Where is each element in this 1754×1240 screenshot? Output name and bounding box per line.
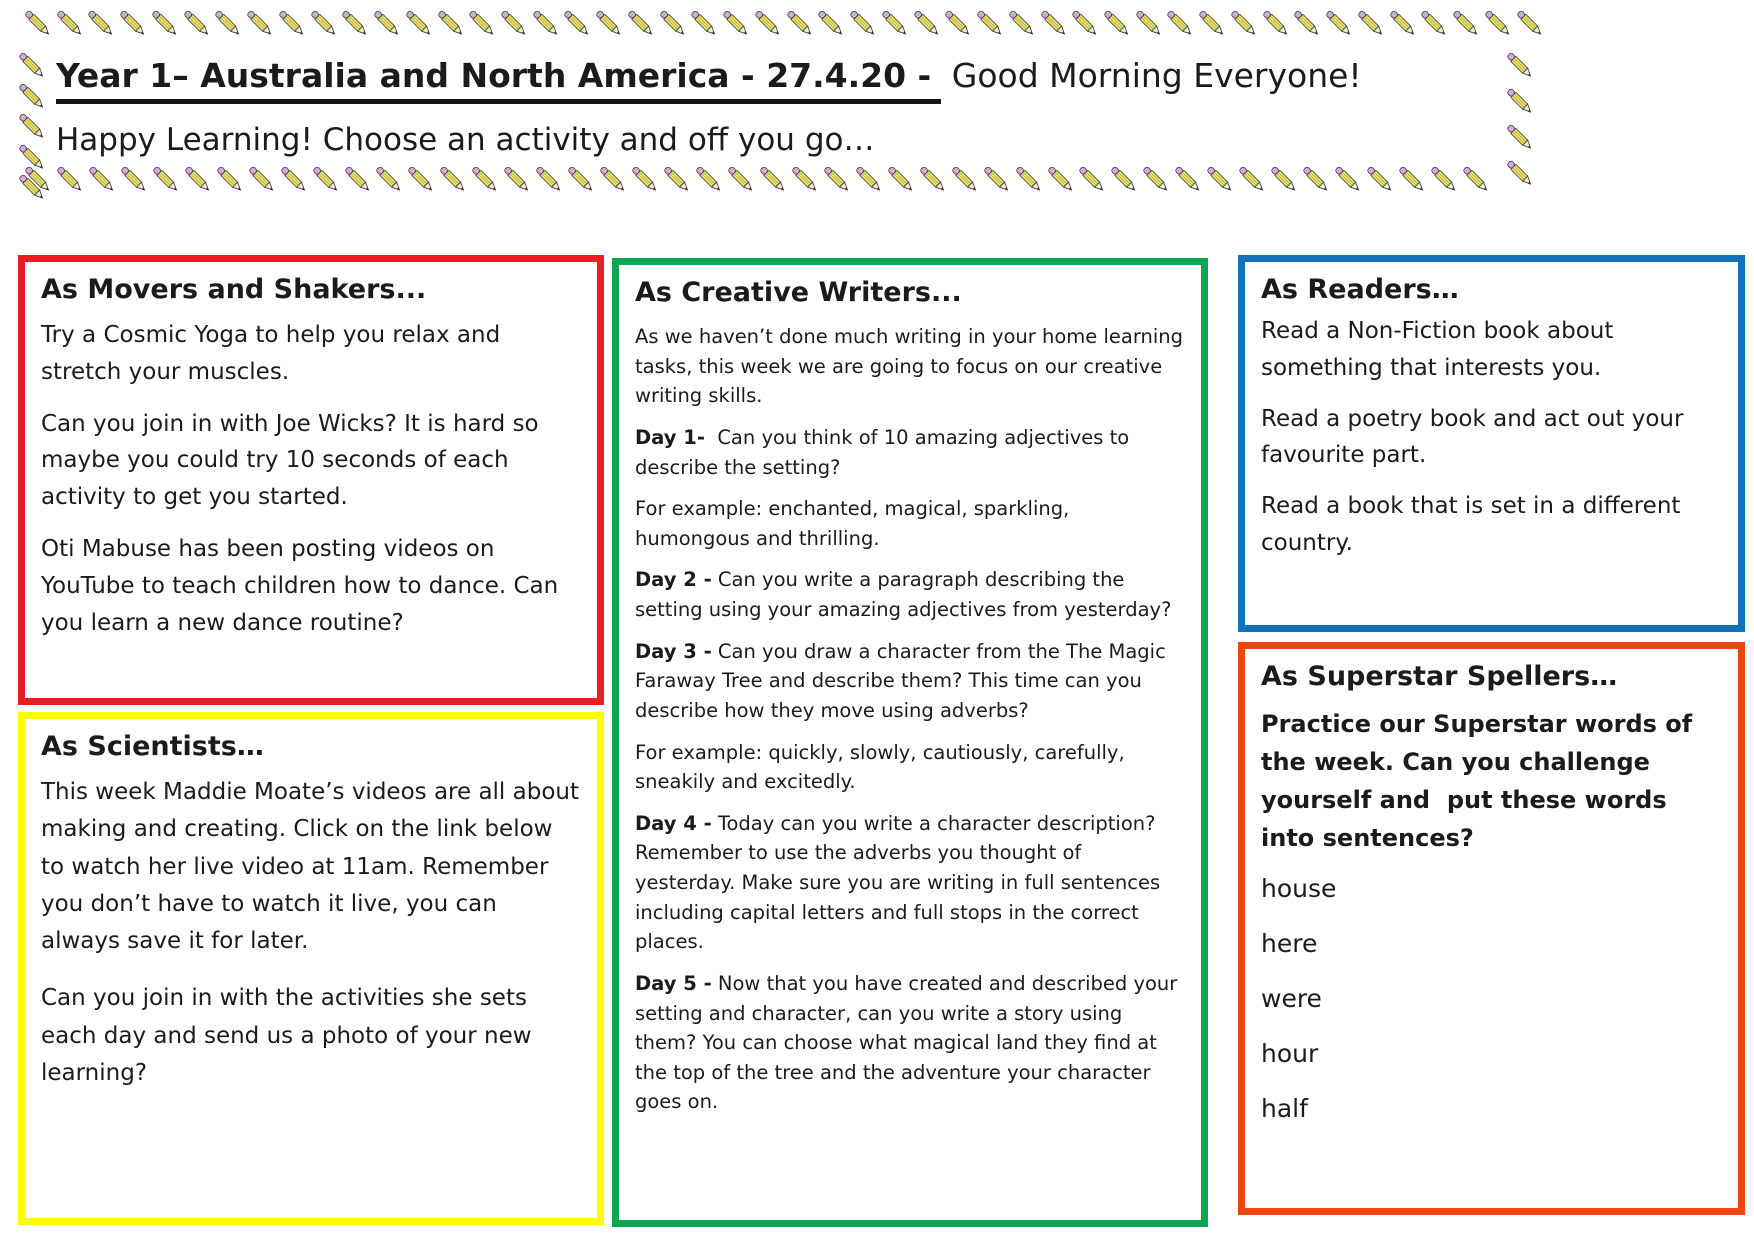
pencil-icon xyxy=(1325,10,1355,40)
pencil-icon xyxy=(1357,10,1387,40)
pencil-icon xyxy=(183,10,213,40)
pencil-icon xyxy=(87,10,117,40)
pencil-icon xyxy=(88,166,118,196)
day-label: Day 5 - xyxy=(635,971,712,995)
pencil-icon xyxy=(1506,160,1536,190)
pencil-icon xyxy=(1008,10,1038,40)
pencil-icon xyxy=(1420,10,1450,40)
pencil-icon xyxy=(1078,166,1108,196)
pencil-icon xyxy=(919,166,949,196)
pencil-icon xyxy=(563,10,593,40)
spelling-word: were xyxy=(1261,983,1322,1013)
pencil-icon xyxy=(246,10,276,40)
pencil-icon xyxy=(1047,166,1077,196)
pencil-icon xyxy=(437,10,467,40)
movers-and-shakers-box xyxy=(18,255,604,705)
pencil-icon xyxy=(823,166,853,196)
pencil-icon xyxy=(1262,10,1292,40)
pencil-icon xyxy=(1270,166,1300,196)
pencil-icon xyxy=(18,113,48,143)
day-label: Day 1- xyxy=(635,425,705,449)
pencil-icon xyxy=(663,166,693,196)
day-text: Can you write a paragraph describing the setting using your amazing adjectives from yesterday? xyxy=(635,568,1172,621)
scientists-title: As Scientists… xyxy=(41,731,264,762)
pencil-icon xyxy=(1230,10,1260,40)
pencil-icon xyxy=(627,10,657,40)
pencil-icon xyxy=(468,10,498,40)
movers-paragraphs xyxy=(41,317,581,641)
paragraph: Can you join in with the activities she sets each day and send us a photo of your new learning? xyxy=(41,985,539,1086)
day-text: Today can you write a character description? Remember to use the adverbs you thought of yesterday. Make sure you are writing in full sentences including capital letters and full stops in the correct places. xyxy=(635,811,1167,954)
pencil-icon xyxy=(1302,166,1332,196)
pencil-icon xyxy=(913,10,943,40)
pencil-icon xyxy=(727,166,757,196)
pencil-icon xyxy=(754,10,784,40)
paragraph xyxy=(635,738,1185,797)
paragraph xyxy=(635,809,1185,957)
pencil-icon xyxy=(976,10,1006,40)
pencil-icon xyxy=(18,174,48,204)
pencil-icon xyxy=(1516,10,1546,40)
pencil-icon xyxy=(817,10,847,40)
pencil-border-left xyxy=(18,52,52,204)
pencil-icon xyxy=(120,166,150,196)
pencil-icon xyxy=(1238,166,1268,196)
day-text: For example: quickly, slowly, cautiously, carefully, sneakily and excitedly. xyxy=(635,740,1131,794)
pencil-icon xyxy=(695,166,725,196)
pencil-icon xyxy=(690,10,720,40)
pencil-icon xyxy=(1071,10,1101,40)
pencil-icon xyxy=(1110,166,1140,196)
pencil-icon xyxy=(1206,166,1236,196)
pencil-icon xyxy=(1430,166,1460,196)
pencil-icon xyxy=(341,10,371,40)
pencil-icon xyxy=(1366,166,1396,196)
pencil-icon xyxy=(786,10,816,40)
day-text: Can you draw a character from the The Magic Faraway Tree and describe them? This time can you describe how they move using adverbs? xyxy=(635,639,1173,722)
pencil-icon xyxy=(375,166,405,196)
pencil-icon xyxy=(1484,10,1514,40)
readers-box xyxy=(1238,255,1745,632)
page-title-greeting: Good Morning Everyone! xyxy=(941,56,1362,95)
paragraph xyxy=(635,494,1185,553)
pencil-icon xyxy=(248,166,278,196)
day-label: Day 3 - xyxy=(635,639,712,663)
pencil-icon xyxy=(1040,10,1070,40)
pencil-border-right xyxy=(1506,52,1540,190)
pencil-icon xyxy=(1015,166,1045,196)
pencil-icon xyxy=(1166,10,1196,40)
pencil-icon xyxy=(119,10,149,40)
pencil-icon xyxy=(1452,10,1482,40)
pencil-border-bottom xyxy=(24,166,1492,212)
pencil-icon xyxy=(532,10,562,40)
pencil-icon xyxy=(24,10,54,40)
pencil-icon xyxy=(18,52,48,82)
paragraph: Read a poetry book and act out your favourite part. xyxy=(1261,405,1691,469)
pencil-icon xyxy=(344,166,374,196)
day-text: As we haven’t done much writing in your home learning tasks, this week we are going to focus on our creative writing skills. xyxy=(635,325,1190,408)
pencil-icon xyxy=(1142,166,1172,196)
spelling-word: half xyxy=(1261,1093,1308,1123)
paragraph: This week Maddie Moate’s videos are all about making and creating. Click on the link below to watch her live video at 11am. Remember you don’t have to watch it live, you can always save it for later. xyxy=(41,779,587,954)
pencil-icon xyxy=(278,10,308,40)
pencil-icon xyxy=(56,10,86,40)
pencil-icon xyxy=(151,10,181,40)
pencil-icon xyxy=(849,10,879,40)
pencil-icon xyxy=(951,166,981,196)
pencil-icon xyxy=(405,10,435,40)
spellers-title: As Superstar Spellers… xyxy=(1261,661,1618,692)
paragraph: Try a Cosmic Yoga to help you relax and stretch your muscles. xyxy=(41,322,508,385)
paragraph xyxy=(635,423,1185,482)
pencil-icon xyxy=(595,10,625,40)
day-text: Now that you have created and described your setting and character, can you write a story using them? You can choose what magical land they find at the top of the tree and the adventure your character goes on. xyxy=(635,971,1184,1114)
readers-title: As Readers… xyxy=(1261,274,1459,305)
page-title xyxy=(56,56,1362,95)
spelling-word: house xyxy=(1261,873,1337,903)
pencil-icon xyxy=(312,166,342,196)
pencil-icon xyxy=(983,166,1013,196)
pencil-icon xyxy=(535,166,565,196)
pencil-icon xyxy=(567,166,597,196)
page-title-bold: Year 1– Australia and North America - 27.4.20 - xyxy=(56,56,941,104)
writers-paragraphs xyxy=(635,322,1190,1117)
day-label: Day 2 - xyxy=(635,568,712,592)
pencil-icon xyxy=(216,166,246,196)
pencil-icon xyxy=(471,166,501,196)
pencil-icon xyxy=(881,10,911,40)
pencil-icon xyxy=(407,166,437,196)
pencil-icon xyxy=(791,166,821,196)
pencil-icon xyxy=(280,166,310,196)
creative-writers-box xyxy=(612,258,1208,1227)
scientists-box xyxy=(18,712,604,1225)
pencil-border-top xyxy=(24,10,1546,56)
pencil-icon xyxy=(373,10,403,40)
pencil-icon xyxy=(1506,88,1536,118)
pencil-icon xyxy=(631,166,661,196)
pencil-icon xyxy=(18,144,48,174)
day-label: Day 4 - xyxy=(635,811,712,835)
spelling-word: hour xyxy=(1261,1038,1319,1068)
pencil-icon xyxy=(1506,52,1536,82)
paragraph xyxy=(635,565,1185,624)
pencil-icon xyxy=(1334,166,1364,196)
pencil-icon xyxy=(184,166,214,196)
pencil-icon xyxy=(152,166,182,196)
pencil-icon xyxy=(503,166,533,196)
pencil-icon xyxy=(1293,10,1323,40)
pencil-icon xyxy=(1198,10,1228,40)
day-text: Can you think of 10 amazing adjectives to describe the setting? xyxy=(635,425,1136,479)
pencil-icon xyxy=(1135,10,1165,40)
movers-title: As Movers and Shakers... xyxy=(41,274,427,305)
pencil-icon xyxy=(599,166,629,196)
pencil-icon xyxy=(1103,10,1133,40)
page-subtitle: Happy Learning! Choose an activity and off you go… xyxy=(56,122,875,158)
spelling-word-list xyxy=(1261,874,1722,1124)
pencil-icon xyxy=(439,166,469,196)
paragraph: Can you join in with Joe Wicks? It is hard so maybe you could try 10 seconds of each activity to get you started. xyxy=(41,410,546,511)
pencil-icon xyxy=(214,10,244,40)
pencil-icon xyxy=(759,166,789,196)
pencil-icon xyxy=(18,83,48,113)
readers-paragraphs xyxy=(1261,313,1722,562)
pencil-icon xyxy=(944,10,974,40)
pencil-icon xyxy=(722,10,752,40)
pencil-icon xyxy=(1506,124,1536,154)
paragraph xyxy=(635,322,1190,411)
day-text: For example: enchanted, magical, sparkling, humongous and thrilling. xyxy=(635,497,1076,550)
pencil-icon xyxy=(1389,10,1419,40)
pencil-icon xyxy=(310,10,340,40)
pencil-icon xyxy=(855,166,885,196)
paragraph: Read a Non-Fiction book about something that interests you. xyxy=(1261,318,1621,381)
spelling-word: here xyxy=(1261,928,1318,958)
pencil-icon xyxy=(500,10,530,40)
scientists-paragraphs xyxy=(41,774,587,1092)
writers-title: As Creative Writers... xyxy=(635,277,962,308)
pencil-icon xyxy=(56,166,86,196)
pencil-icon xyxy=(1462,166,1492,196)
paragraph: Oti Mabuse has been posting videos on YouTube to teach children how to dance. Can you learn a new dance routine? xyxy=(41,535,566,636)
superstar-spellers-box xyxy=(1238,642,1745,1215)
pencil-icon xyxy=(1398,166,1428,196)
pencil-icon xyxy=(659,10,689,40)
pencil-icon xyxy=(887,166,917,196)
paragraph xyxy=(635,969,1185,1117)
spellers-instructions: Practice our Superstar words of the week. Can you challenge yourself and put these words into sentences? xyxy=(1261,710,1701,852)
paragraph xyxy=(635,637,1185,726)
paragraph: Read a book that is set in a different country. xyxy=(1261,493,1688,556)
pencil-icon xyxy=(1174,166,1204,196)
